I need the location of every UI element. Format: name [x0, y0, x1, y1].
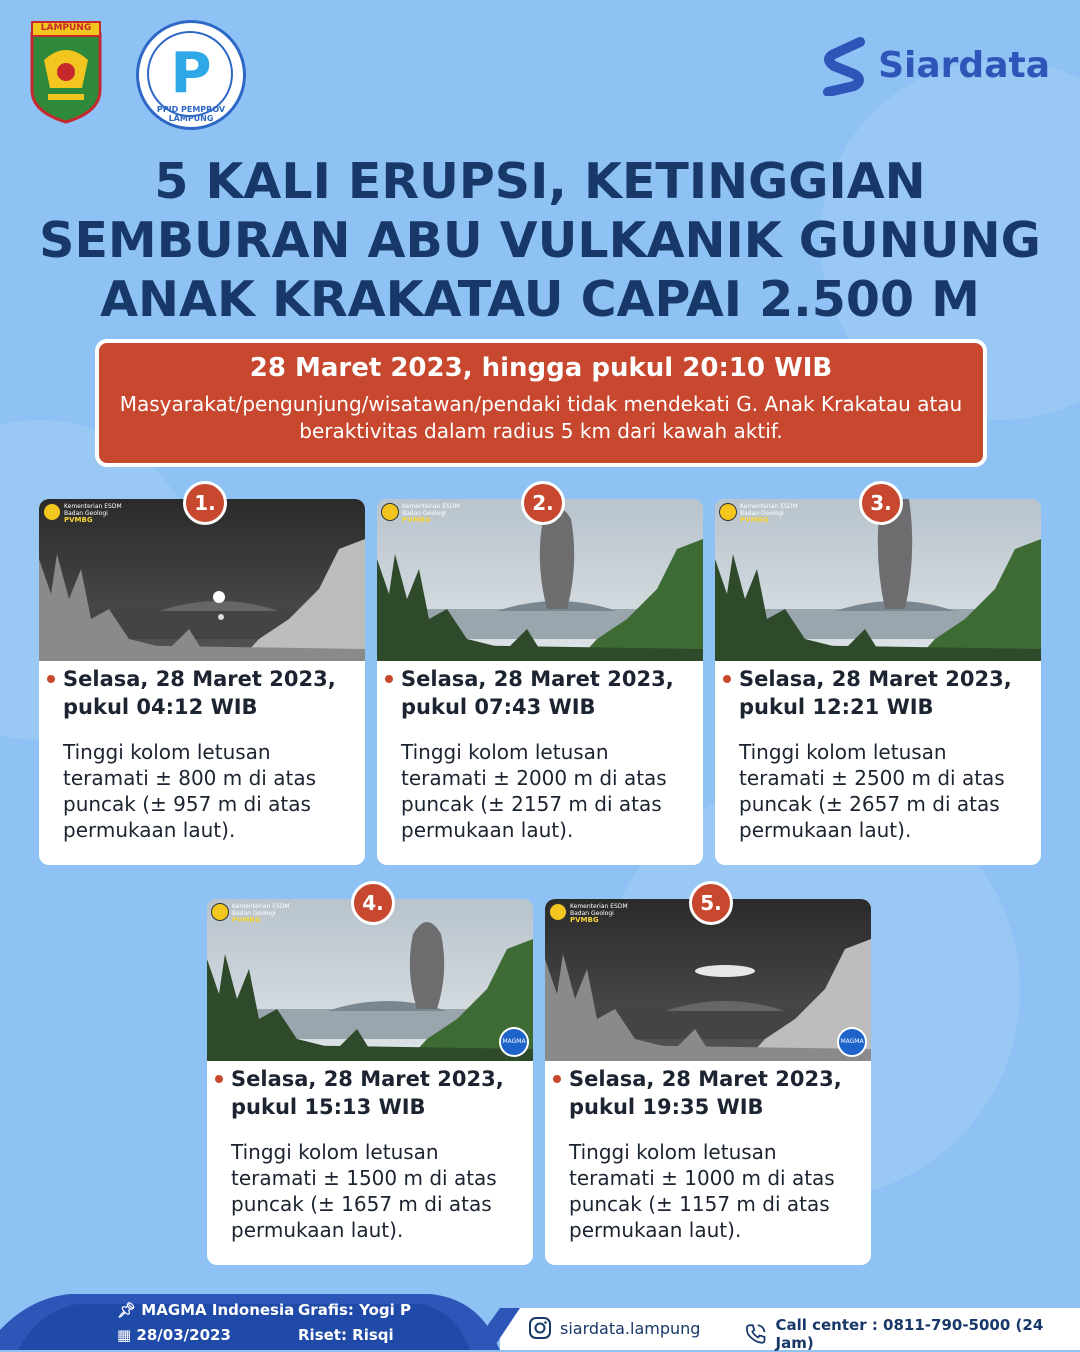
title-line: SEMBURAN ABU VULKANIK GUNUNG — [39, 212, 1041, 269]
footer-call-center[interactable] — [744, 1316, 1080, 1352]
calendar-icon: ▦ — [117, 1326, 132, 1344]
event-number: 4. — [351, 881, 395, 925]
siardata-s-icon — [820, 34, 868, 96]
watermark-line: PVMBG — [232, 916, 261, 924]
pvmbg-watermark — [43, 503, 122, 524]
event-title — [231, 1065, 527, 1121]
event-title-text: Selasa, 28 Maret 2023, pukul 15:13 WIB — [231, 1067, 504, 1119]
event-card — [39, 491, 365, 865]
event-number: 5. — [689, 881, 733, 925]
event-card — [377, 491, 703, 865]
magma-logo-icon: MAGMA — [499, 1027, 529, 1057]
pvmbg-logo-icon — [719, 503, 737, 521]
watermark-line: PVMBG — [402, 516, 431, 524]
watermark-line: Badan Geologi — [740, 510, 784, 517]
event-title — [739, 665, 1035, 721]
bullet-icon — [723, 675, 731, 683]
footer-graphics: Grafis: Yogi P — [298, 1301, 411, 1319]
event-card — [715, 491, 1041, 865]
watermark-line: Kementerian ESDM — [740, 503, 798, 510]
watermark-line: Kementerian ESDM — [402, 503, 460, 510]
pvmbg-watermark — [549, 903, 628, 924]
logo-group — [30, 20, 246, 130]
watermark-line: Badan Geologi — [570, 910, 614, 917]
pvmbg-logo-icon — [43, 503, 61, 521]
title-line: 5 KALI ERUPSI, KETINGGIAN — [154, 153, 926, 210]
footer-date: 28/03/2023 — [136, 1326, 231, 1344]
event-title — [63, 665, 359, 721]
event-title-text: Selasa, 28 Maret 2023, pukul 04:12 WIB — [63, 667, 336, 719]
pvmbg-watermark — [381, 503, 460, 524]
watermark-line: Kementerian ESDM — [232, 903, 290, 910]
alert-box — [95, 339, 987, 467]
footer-credits — [298, 1298, 411, 1348]
phone-icon — [744, 1322, 767, 1346]
event-description: Tinggi kolom letusan teramati ± 2000 m di atas puncak (± 2157 m di atas permukaan laut). — [401, 740, 667, 842]
event-title-text: Selasa, 28 Maret 2023, pukul 12:21 WIB — [739, 667, 1012, 719]
ppid-label: PPID PEMPROV LAMPUNG — [156, 105, 226, 123]
alert-message: Masyarakat/pengunjung/wisatawan/pendaki tidak mendekati G. Anak Krakatau atau beraktivitas dalam radius 5 km dari kawah aktif. — [119, 392, 963, 443]
pvmbg-logo-icon — [381, 503, 399, 521]
event-description: Tinggi kolom letusan teramati ± 800 m di atas puncak (± 957 m di atas permukaan laut). — [63, 740, 316, 842]
event-number: 1. — [183, 481, 227, 525]
watermark-line: PVMBG — [64, 516, 93, 524]
call-center-text: Call center : 0811-790-5000 (24 Jam) — [775, 1316, 1044, 1352]
title-line: ANAK KRAKATAU CAPAI 2.500 M — [100, 271, 980, 328]
pvmbg-logo-icon — [211, 903, 229, 921]
pvmbg-watermark — [211, 903, 290, 924]
event-title-text: Selasa, 28 Maret 2023, pukul 19:35 WIB — [569, 1067, 842, 1119]
footer-instagram[interactable] — [528, 1316, 700, 1340]
pin-icon: 📌︎ — [117, 1301, 137, 1319]
bullet-icon — [385, 675, 393, 683]
lampung-label: LAMPUNG — [40, 23, 92, 33]
pvmbg-watermark — [719, 503, 798, 524]
magma-logo-icon: MAGMA — [837, 1027, 867, 1057]
bullet-icon — [47, 675, 55, 683]
footer-source — [117, 1298, 294, 1348]
event-card — [545, 891, 871, 1265]
instagram-handle: siardata.lampung — [560, 1318, 701, 1338]
watermark-line: Badan Geologi — [232, 910, 276, 917]
pvmbg-logo-icon — [549, 903, 567, 921]
alert-date: 28 Maret 2023, hingga pukul 20:10 WIB — [249, 353, 833, 383]
siardata-name: Siardata — [878, 44, 1050, 86]
watermark-line: Badan Geologi — [64, 510, 108, 517]
event-number: 2. — [521, 481, 565, 525]
footer-source-text: MAGMA Indonesia — [141, 1301, 295, 1319]
event-title-text: Selasa, 28 Maret 2023, pukul 07:43 WIB — [401, 667, 674, 719]
watermark-line: PVMBG — [740, 516, 769, 524]
siardata-brand — [820, 34, 1050, 96]
lampung-emblem-icon — [30, 20, 102, 124]
bullet-icon — [215, 1075, 223, 1083]
event-card — [207, 891, 533, 1265]
event-title — [401, 665, 697, 721]
watermark-line: Badan Geologi — [402, 510, 446, 517]
footer-research: Riset: Risqi — [298, 1326, 394, 1344]
event-description: Tinggi kolom letusan teramati ± 1000 m di atas puncak (± 1157 m di atas permukaan laut). — [569, 1140, 835, 1242]
watermark-line: Kementerian ESDM — [64, 503, 122, 510]
ppid-logo — [136, 20, 246, 130]
ppid-p-icon: P — [170, 41, 212, 106]
instagram-icon — [528, 1316, 552, 1340]
bullet-icon — [553, 1075, 561, 1083]
page-title — [0, 152, 1080, 329]
event-title — [569, 1065, 865, 1121]
event-number: 3. — [859, 481, 903, 525]
watermark-line: PVMBG — [570, 916, 599, 924]
watermark-line: Kementerian ESDM — [570, 903, 628, 910]
event-description: Tinggi kolom letusan teramati ± 2500 m di atas puncak (± 2657 m di atas permukaan laut). — [739, 740, 1005, 842]
event-description: Tinggi kolom letusan teramati ± 1500 m di atas puncak (± 1657 m di atas permukaan laut). — [231, 1140, 497, 1242]
